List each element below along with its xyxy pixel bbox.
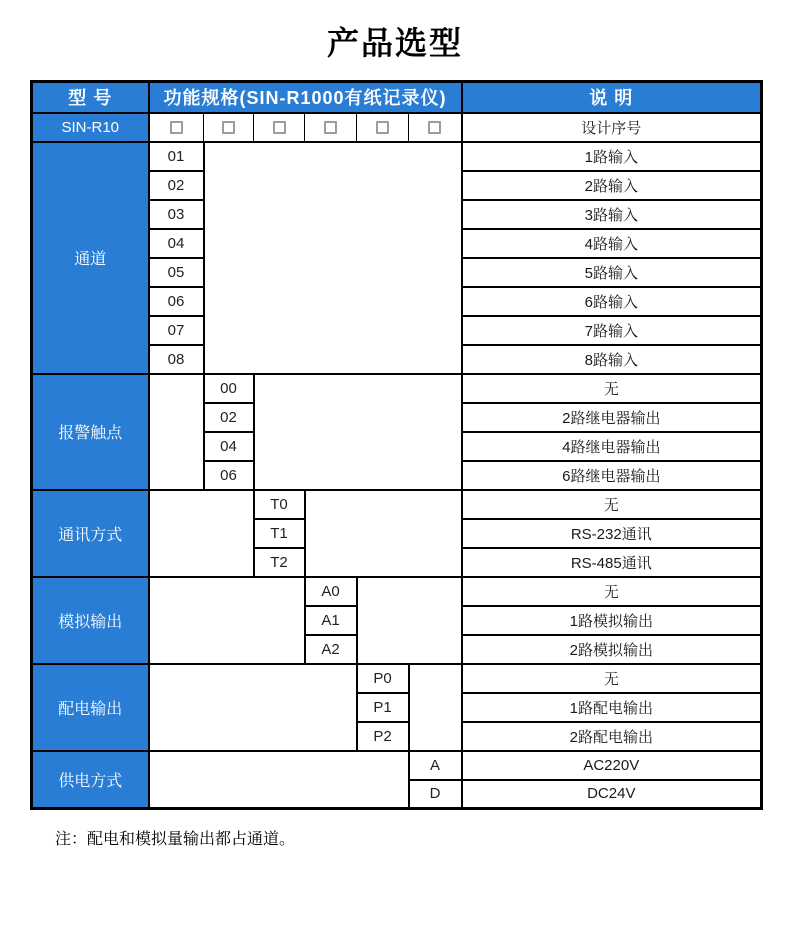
section-label: 配电输出 [32,664,149,751]
spec-spacer [149,577,305,664]
code-cell: 02 [149,171,204,200]
model-checkbox-cell [357,113,409,142]
desc-cell: AC220V [462,751,762,780]
desc-cell: 无 [462,490,762,519]
model-number-cell: SIN-R10 [32,113,149,142]
desc-cell: DC24V [462,780,762,809]
code-cell: 04 [149,229,204,258]
desc-cell: RS-485通讯 [462,548,762,577]
code-cell: D [409,780,462,809]
code-cell: 01 [149,142,204,171]
section-row [32,142,762,171]
desc-cell: 2路继电器输出 [462,403,762,432]
code-cell: P0 [357,664,409,693]
section-row [32,751,762,780]
model-checkbox-cell [254,113,305,142]
desc-cell: 无 [462,374,762,403]
footnote: 注：配电和模拟量输出都占通道。 [55,831,296,848]
desc-cell: 2路配电输出 [462,722,762,751]
code-cell: 05 [149,258,204,287]
desc-cell: 5路输入 [462,258,762,287]
spec-spacer [149,664,357,751]
desc-cell: 6路输入 [462,287,762,316]
desc-cell: 8路输入 [462,345,762,374]
code-cell: A0 [305,577,357,606]
empty-checkbox-icon [170,121,183,134]
desc-cell: 1路配电输出 [462,693,762,722]
code-cell: 06 [149,287,204,316]
model-checkbox-cell [204,113,254,142]
desc-cell: RS-232通讯 [462,519,762,548]
desc-cell: 7路输入 [462,316,762,345]
section-label: 通讯方式 [32,490,149,577]
product-selection-table [30,80,763,810]
section-label: 模拟输出 [32,577,149,664]
code-cell: 00 [204,374,254,403]
spec-spacer [149,490,254,577]
section-row [32,490,762,519]
spec-spacer [357,577,462,664]
empty-checkbox-icon [324,121,337,134]
code-cell: 04 [204,432,254,461]
section-row [32,664,762,693]
code-cell: P1 [357,693,409,722]
section-label: 通道 [32,142,149,374]
code-cell: 03 [149,200,204,229]
code-cell: 07 [149,316,204,345]
empty-checkbox-icon [376,121,389,134]
spec-spacer [305,490,462,577]
code-cell: A [409,751,462,780]
spec-spacer [409,664,462,751]
code-cell: 02 [204,403,254,432]
header-spec: 功能规格(SIN-R1000有纸记录仪) [149,82,462,113]
code-cell: T0 [254,490,305,519]
section-label: 报警触点 [32,374,149,490]
page-title: 产品选型 [326,25,463,61]
desc-cell: 无 [462,577,762,606]
header-desc: 说 明 [462,82,762,113]
code-cell: A1 [305,606,357,635]
spec-spacer [204,142,462,374]
spec-spacer [149,751,409,809]
spec-spacer [254,374,462,490]
code-cell: T1 [254,519,305,548]
desc-cell: 1路输入 [462,142,762,171]
desc-cell: 设计序号 [462,113,762,142]
empty-checkbox-icon [222,121,235,134]
header-row [32,82,762,113]
model-checkbox-cell [409,113,462,142]
model-checkbox-cell [305,113,357,142]
header-model: 型 号 [32,82,149,113]
desc-cell: 4路继电器输出 [462,432,762,461]
model-row [32,113,762,142]
section-label: 供电方式 [32,751,149,809]
code-cell: 06 [204,461,254,490]
desc-cell: 2路输入 [462,171,762,200]
empty-checkbox-icon [428,121,441,134]
empty-checkbox-icon [273,121,286,134]
desc-cell: 2路模拟输出 [462,635,762,664]
code-cell: P2 [357,722,409,751]
code-cell: 08 [149,345,204,374]
desc-cell: 3路输入 [462,200,762,229]
spec-spacer [149,374,204,490]
section-row [32,374,762,403]
section-row [32,577,762,606]
desc-cell: 4路输入 [462,229,762,258]
code-cell: A2 [305,635,357,664]
code-cell: T2 [254,548,305,577]
model-checkbox-cell [149,113,204,142]
desc-cell: 6路继电器输出 [462,461,762,490]
desc-cell: 无 [462,664,762,693]
desc-cell: 1路模拟输出 [462,606,762,635]
